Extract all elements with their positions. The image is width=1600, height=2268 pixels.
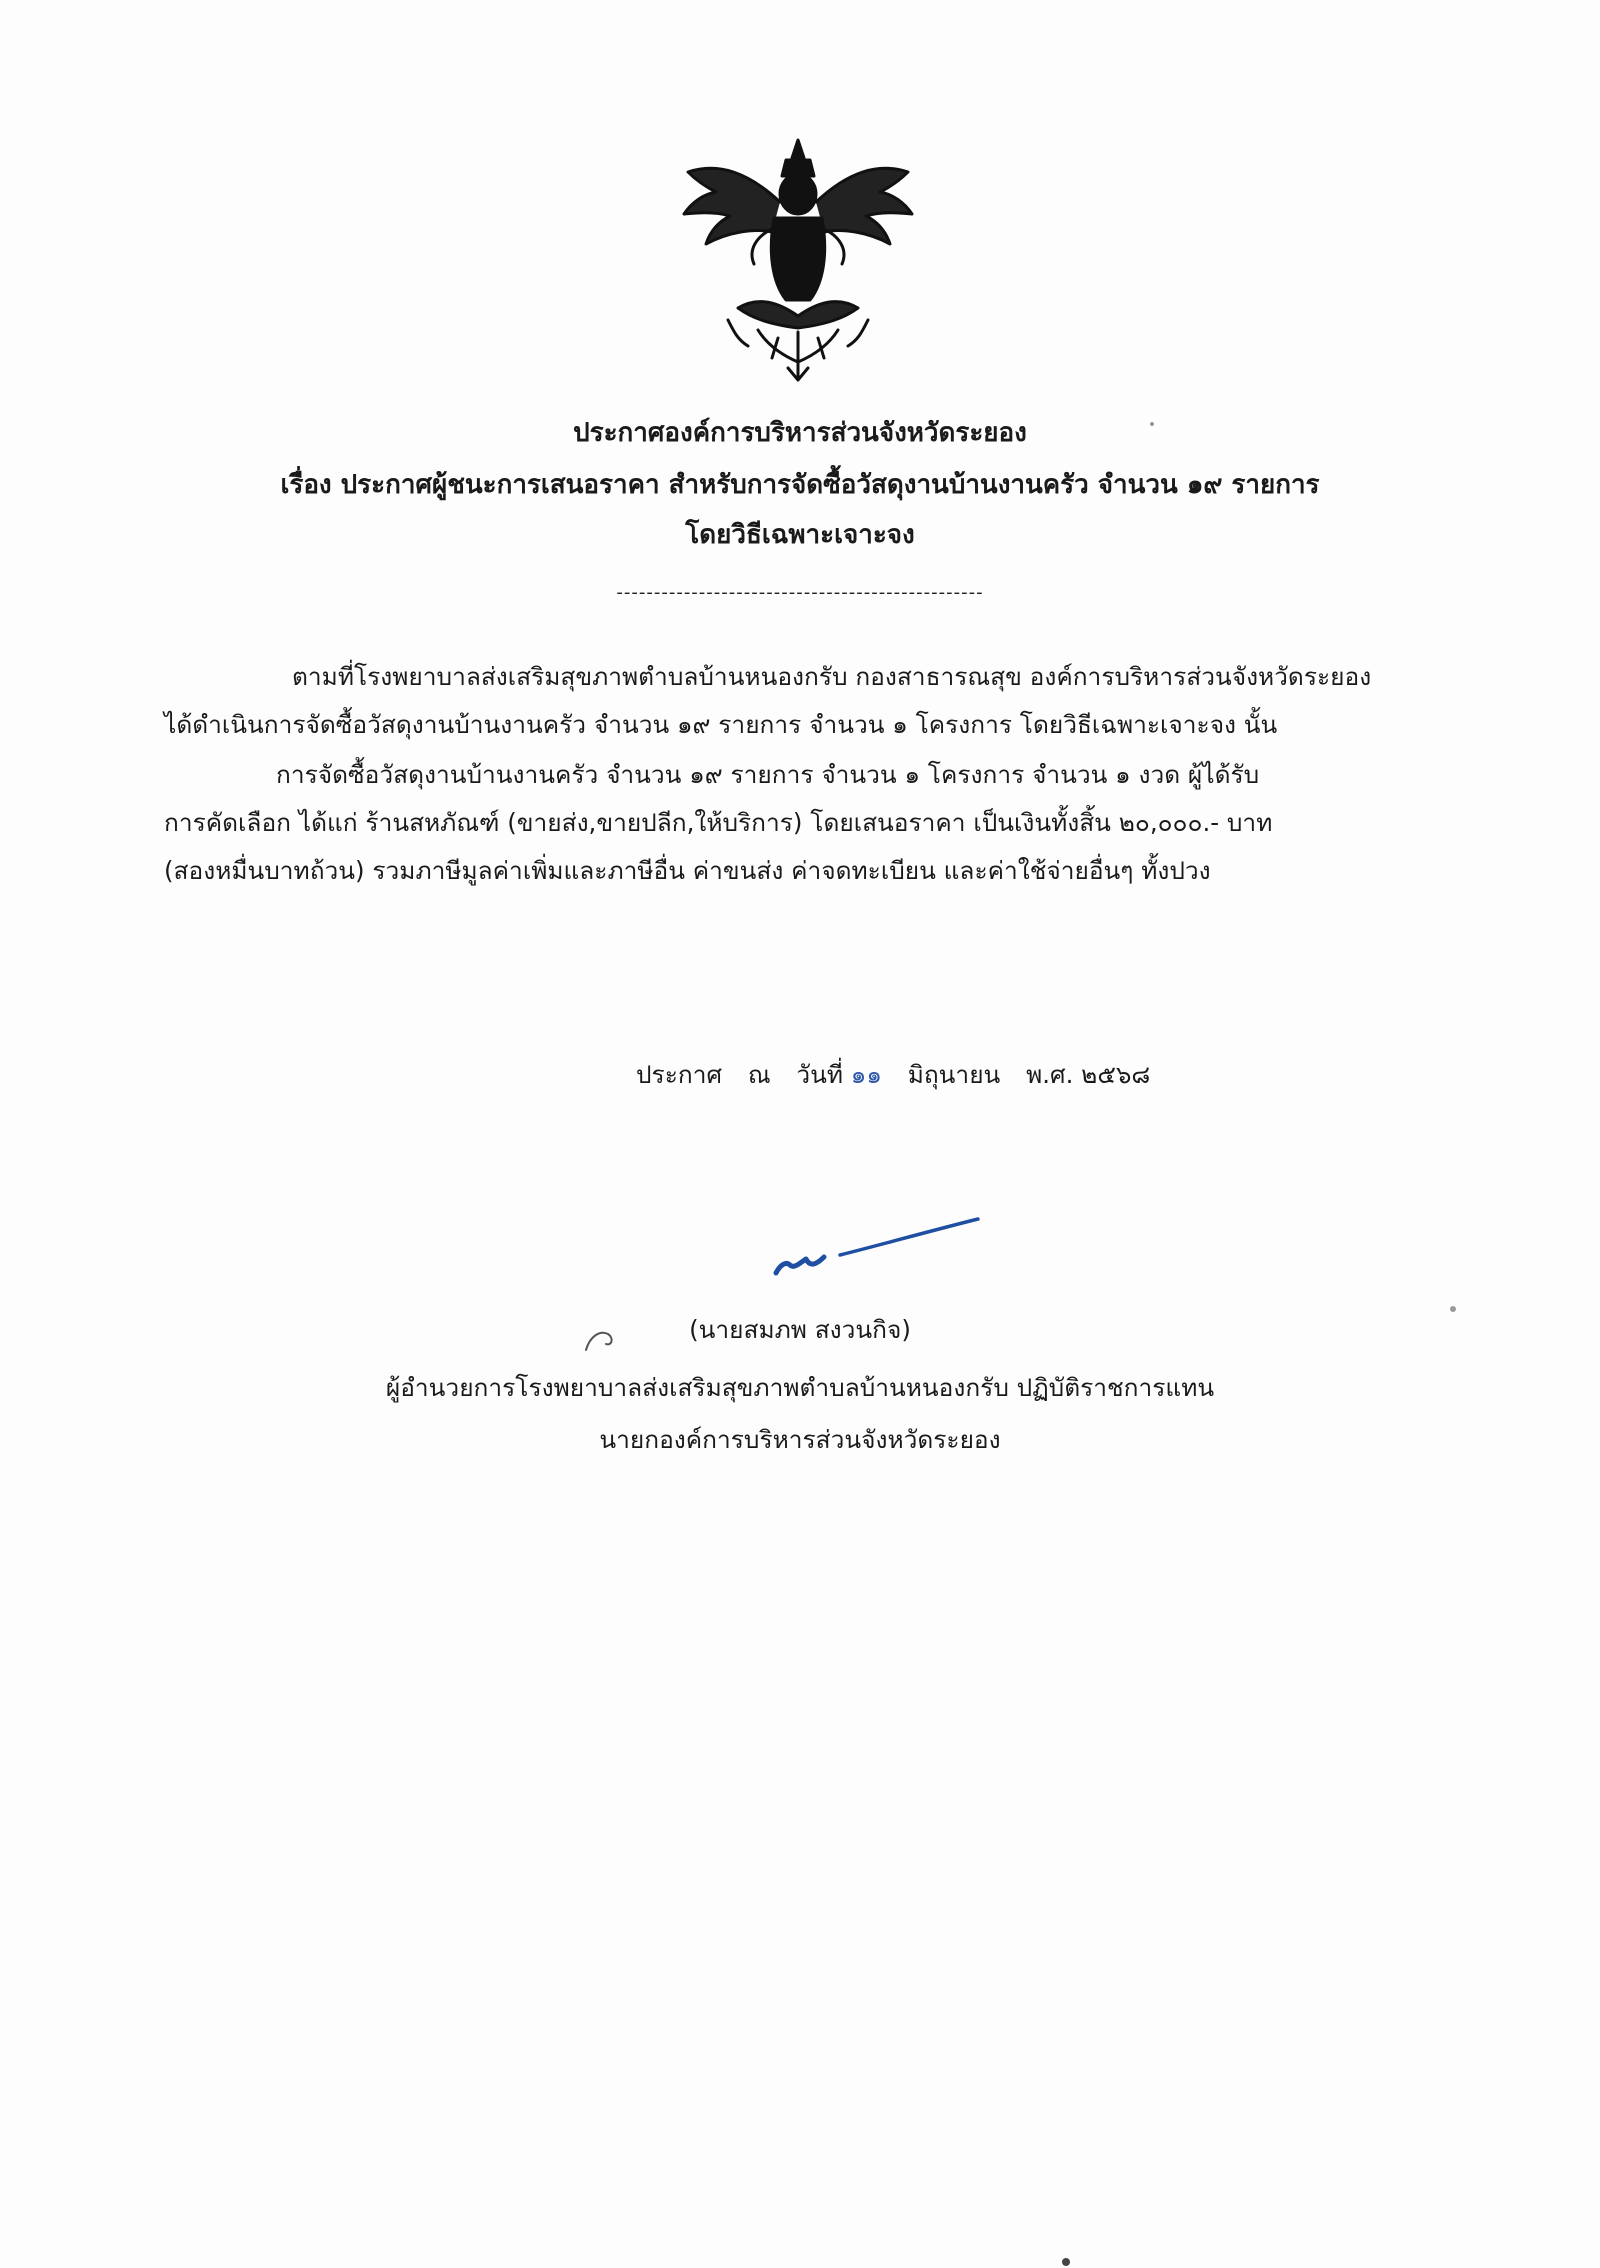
date-prefix: ประกาศ <box>636 1060 723 1089</box>
date-month: มิถุนายน <box>907 1060 1001 1089</box>
paper-speck <box>1450 1306 1456 1312</box>
garuda-emblem <box>668 132 928 392</box>
date-era: พ.ศ. <box>1026 1060 1074 1089</box>
signatory-office: นายกองค์การบริหารส่วนจังหวัดระยอง <box>599 1425 1001 1454</box>
paper-speck <box>1150 422 1154 426</box>
date-day-label: วันที่ <box>796 1060 843 1089</box>
signature-mark <box>770 1205 990 1285</box>
signatory-name: (นายสมภพ สงวนกิจ) <box>689 1315 911 1344</box>
announcement-date <box>636 1055 1150 1094</box>
title-divider: ------------------------------------------------- <box>616 582 984 603</box>
body-line-1: ตามที่โรงพยาบาลส่งเสริมสุขภาพตำบลบ้านหนองกรับ กองสาธารณสุข องค์การบริหารส่วนจังหวัดระยอง <box>292 662 1372 691</box>
date-day: ๑๑ <box>850 1060 882 1089</box>
announcement-method: โดยวิธีเฉพาะเจาะจง <box>685 520 915 550</box>
paper-speck <box>1062 2258 1070 2266</box>
body-line-2: ได้ดำเนินการจัดซื้อวัสดุงานบ้านงานครัว จำนวน ๑๙ รายการ จำนวน ๑ โครงการ โดยวิธีเฉพาะเจาะจง นั้น <box>164 710 1278 739</box>
body-line-5: (สองหมื่นบาทถ้วน) รวมภาษีมูลค่าเพิ่มและภาษีอื่น ค่าขนส่ง ค่าจดทะเบียน และค่าใช้จ่ายอื่นๆ ทั้งปวง <box>164 856 1211 885</box>
announcement-subject: เรื่อง ประกาศผู้ชนะการเสนอราคา สำหรับการจัดซื้อวัสดุงานบ้านงานครัว จำนวน ๑๙ รายการ <box>280 470 1320 500</box>
body-line-3: การจัดซื้อวัสดุงานบ้านงานครัว จำนวน ๑๙ รายการ จำนวน ๑ โครงการ จำนวน ๑ งวด ผู้ได้รับ <box>276 760 1260 789</box>
date-year: ๒๕๖๘ <box>1081 1060 1151 1089</box>
date-at: ณ <box>747 1060 771 1089</box>
signatory-position: ผู้อำนวยการโรงพยาบาลส่งเสริมสุขภาพตำบลบ้านหนองกรับ ปฏิบัติราชการแทน <box>385 1373 1215 1402</box>
body-line-4: การคัดเลือก ได้แก่ ร้านสหภัณฑ์ (ขายส่ง,ขายปลีก,ให้บริการ) โดยเสนอราคา เป็นเงินทั้งสิ้น ๒๐,๐๐๐.- บาท <box>164 808 1273 837</box>
announcement-title: ประกาศองค์การบริหารส่วนจังหวัดระยอง <box>573 418 1027 448</box>
